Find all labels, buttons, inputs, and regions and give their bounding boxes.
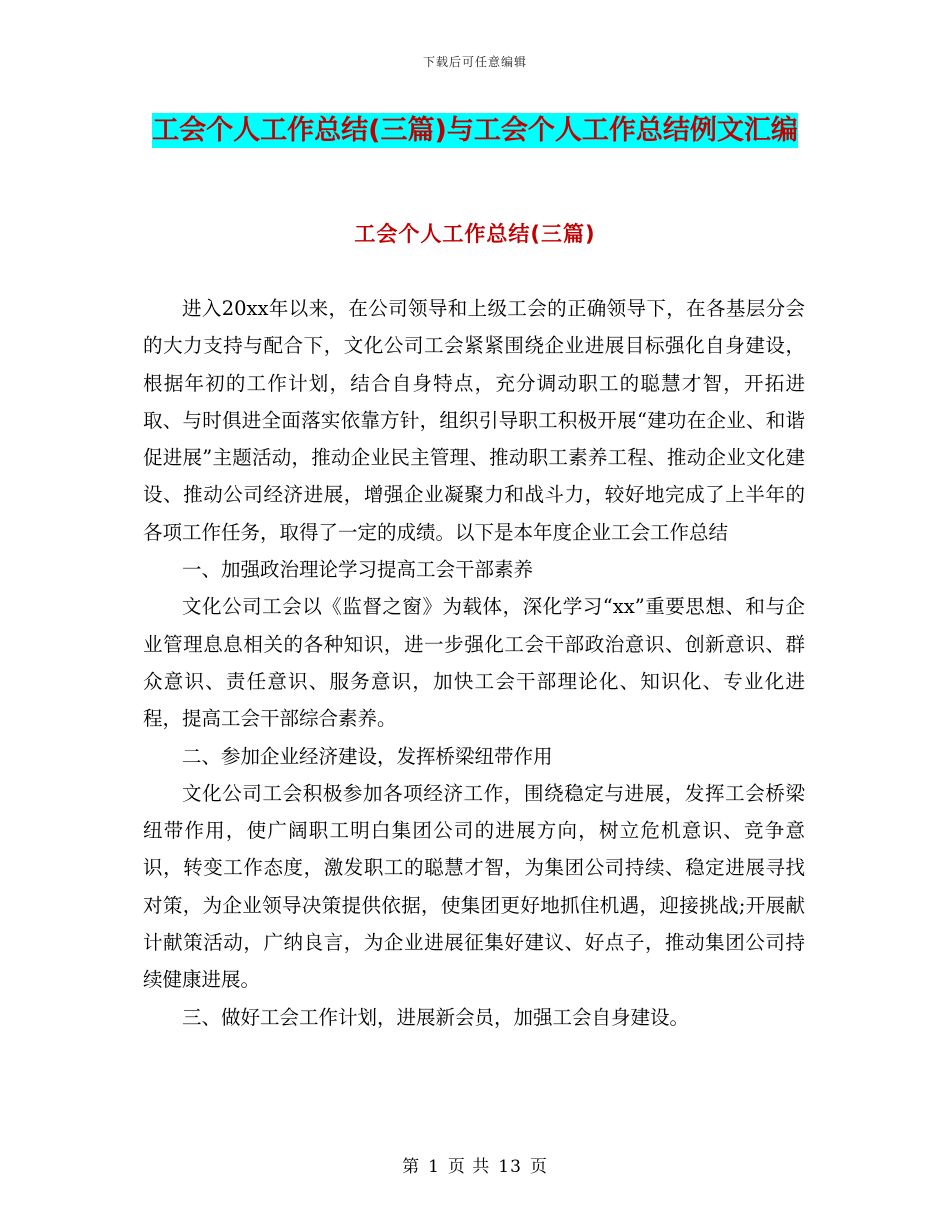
page-number-current: 1 (428, 1157, 440, 1177)
section-title: 工会个人工作总结(三篇) (354, 222, 596, 246)
document-title-text: 工会个人工作总结(三篇)与工会个人工作总结例文汇编 (152, 115, 798, 146)
paragraph: 文化公司工会积极参加各项经济工作，围绕稳定与进展，发挥工会桥梁纽带作用，使广阔职工明白集团公司的进展方向，树立危机意识、竞争意识，转变工作态度，激发职工的聪慧才智，为集团公司持续、稳定进展寻找对策，为企业领导决策提供依据，使集团更好地抓住机遇，迎接挑战;开展献计献策活动，广纳良言，为企业进展征集好建议、好点子，推动集团公司持续健康进展。 (143, 781, 805, 992)
footer-middle: 页 共 (447, 1157, 491, 1177)
footer-suffix: 页 (529, 1157, 548, 1177)
paragraph: 进入20xx年以来，在公司领导和上级工会的正确领导下，在各基层分会的大力支持与配合下，文化公司工会紧紧围绕企业进展目标强化自身建设，根据年初的工作计划，结合自身特点，充分调动职工的聪慧才智，开拓进取、与时俱进全面落实依靠方针，组织引导职工积极开展“建功在企业、和谐促进展”主题活动，推动企业民主管理、推动职工素养工程、推动企业文化建设、推动公司经济进展，增强企业凝聚力和战斗力，较好地完成了上半年的各项工作任务，取得了一定的成绩。以下是本年度企业工会工作总结 (143, 297, 805, 544)
section-heading: 一、加强政治理论学习提高工会干部素养 (182, 558, 534, 582)
page-footer (0, 1152, 950, 1177)
page-number-total: 13 (498, 1157, 522, 1177)
footer-prefix: 第 (402, 1157, 421, 1177)
page-header: 下载后可任意编辑 (422, 55, 527, 69)
document-title (150, 108, 800, 154)
section-heading: 二、参加企业经济建设，发挥桥梁纽带作用 (182, 744, 553, 768)
paragraph: 文化公司工会以《监督之窗》为载体，深化学习“xx”重要思想、和与企业管理息息相关的各种知识，进一步强化工会干部政治意识、创新意识、群众意识、责任意识、服务意识，加快工会干部理论化、知识化、专业化进程，提高工会干部综合素养。 (143, 595, 805, 731)
section-heading: 三、做好工会工作计划，进展新会员，加强工会自身建设。 (182, 1005, 690, 1029)
document-body (143, 290, 805, 1036)
